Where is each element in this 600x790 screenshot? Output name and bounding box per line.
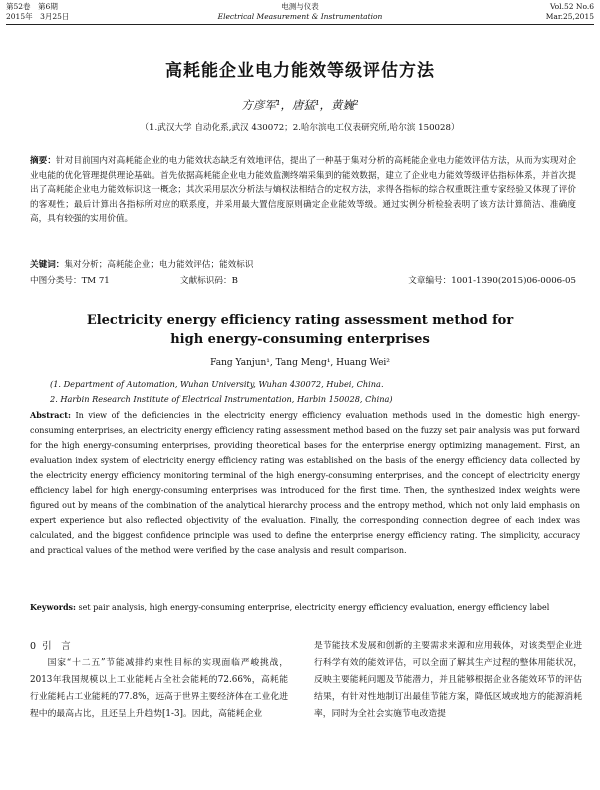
- keywords-en-label: Keywords:: [30, 602, 77, 612]
- keywords-cn-label: 关键词：: [30, 260, 65, 270]
- abstract-cn: [30, 154, 576, 227]
- authors-en: Fang Yanjun¹, Tang Meng¹, Huang Wei²: [210, 358, 390, 368]
- body-paragraph-right: 是节能技术发展和创新的主要需求来源和应用载体，对该类型企业进行科学有效的能效评估，可以全面了解其生产过程的整体用能状况，反映主要能耗问题及节能潜力，并且能够根据企业各能效环节的评估结果，有针对性地制订出最佳节能方案，降低区域或地方的能源消耗率，同时为全社会实施节电改造提: [314, 641, 582, 719]
- authors-cn: 方彦军¹，唐猛¹，黄巍²: [241, 98, 359, 112]
- running-header: [6, 2, 594, 25]
- header-journal: 电测与仪表 Electrical Measurement & Instrumentation: [217, 2, 383, 21]
- header-volume: Vol.52 No.6 Mar.25,2015: [545, 2, 594, 21]
- section-heading-introduction: 0 引 言: [30, 641, 71, 652]
- abstract-en-text: In view of the deficiencies in the electricity energy efficiency evaluation methods used in the domestic high energy-consuming enterprises, an electricity energy efficiency rating assessment method based on the fuzzy set pair analysis was put forward for the high energy-consuming enterprises, providing theoretical bases for the enterprise energy optimizing management. First, an evaluation index system of electricity energy efficiency rating was established on the basis of the energy efficiency data collected by the electricity energy efficiency monitoring terminal of the high energy-consuming enterprises, and the concept of electricity energy efficiency label for high energy-consuming enterprises was introduced for the first time. Then, the synthesized index weights were figured out by means of the combination of the analytical hierarchy process and the entropy method, which not only laid emphasis on expert experience but also reflected objectivity of the evaluation. Finally, the corresponding connection degree of each index was calculated, and the biggest confidence principle was used to define the enterprise energy efficiency rating. The simplicity, accuracy and practical values of the method were verified by the case analysis and result comparison.: [30, 411, 580, 555]
- affiliations-en: (1. Department of Automation, Wuhan University, Wuhan 430072, Hubei, China. 2. Harbin Research Institute of Electrical Instrumentation, Harbin 150028, China): [50, 379, 393, 404]
- affiliations-cn: （1.武汉大学 自动化系,武汉 430072；2.哈尔滨电工仪表研究所,哈尔滨 150028）: [140, 123, 460, 133]
- keywords-cn: [30, 258, 576, 270]
- keywords-en-text: set pair analysis, high energy-consuming enterprise, electricity energy efficiency evaluation, energy efficiency label: [76, 603, 550, 612]
- classification-row: [30, 274, 576, 286]
- body-paragraph-left: 国家“十二五”节能减排约束性目标的实现面临严峻挑战，2013年我国规模以上工业能耗占全社会能耗的72.66%，高耗能行业能耗占工业能耗的77.8%，远高于世界主要经济体在工业化进程中的最高占比，且还呈上升趋势[1-3]。因此，高能耗企业: [30, 658, 288, 719]
- body-column-left: [30, 638, 288, 723]
- abstract-cn-text: 针对目前国内对高耗能企业的电力能效状态缺乏有效地评估，提出了一种基于集对分析的高耗能企业电力能效评估方法，从而为实现对企业电能的优化管理提供理论基础。首先依据高耗能企业电力能效监测终端采集到的能效数据，建立了企业电力能效等级评估指标体系，并首次提出了高耗能企业电力能效标识这一概念；其次采用层次分析法与熵权法相结合的定权方法，求得各指标的综合权重既注重专家经验又体现了评价的客观性；最后计算出各指标所对应的联系度，并采用最大置信度原则确定企业能效等级。通过实例分析检验表明了该方法计算简洁、准确度高，具有较强的实用价值。: [30, 156, 576, 225]
- abstract-cn-label: 摘要：: [30, 156, 57, 166]
- keywords-cn-text: 集对分析；高耗能企业；电力能效评估；能效标识: [64, 260, 254, 270]
- paper-title-cn: 高耗能企业电力能效等级评估方法: [165, 61, 435, 81]
- abstract-en-label: Abstract:: [30, 410, 71, 420]
- body-column-right: [314, 638, 582, 723]
- abstract-en: [30, 408, 580, 558]
- article-number: 文章编号：1001-1390(2015)06-0006-05: [408, 276, 576, 286]
- keywords-en: [30, 600, 580, 615]
- header-issue: 第52卷 第6期 2015年 3月25日: [6, 2, 70, 21]
- clc-number: 中图分类号：TM 71: [30, 276, 110, 286]
- paper-title-en: Electricity energy efficiency rating assessment method for high energy-consuming enterprises: [86, 313, 514, 347]
- document-code: 文献标识码：B: [180, 276, 238, 286]
